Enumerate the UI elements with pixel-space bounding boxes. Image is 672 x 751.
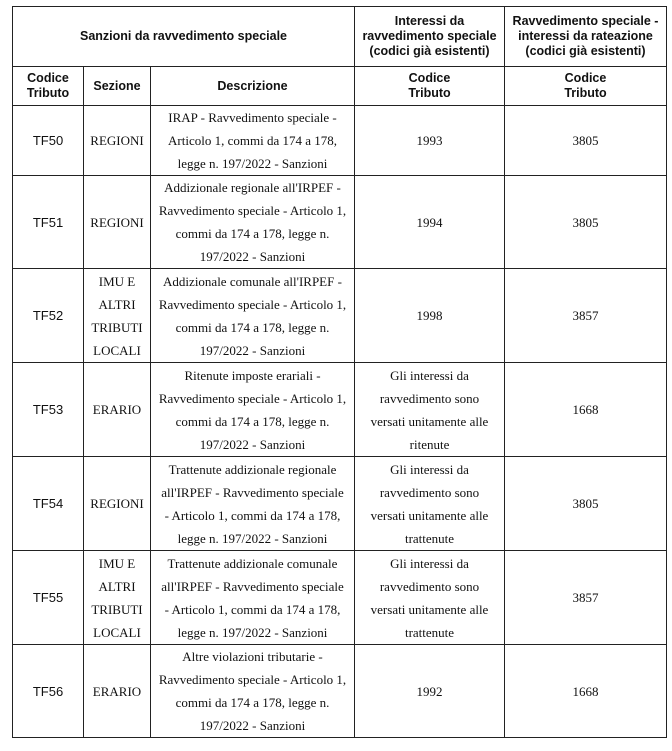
codice-tributo-cell: TF50 <box>13 106 84 176</box>
interessi-cell: 1994 <box>355 176 505 269</box>
descrizione-cell: Trattenute addizionale regionale all'IRPEF - Ravvedimento speciale - Articolo 1, commi da 174 a 178, legge n. 197/2022 - Sanzioni <box>151 457 355 551</box>
header-codice-tributo: Codice Tributo <box>13 67 84 106</box>
codice-tributo-cell: TF56 <box>13 645 84 738</box>
header-interessi: Interessi da ravvedimento speciale (codici già esistenti) <box>355 7 505 67</box>
table-row <box>13 176 667 269</box>
rateazione-cell: 3805 <box>505 176 667 269</box>
descrizione-cell: IRAP - Ravvedimento speciale - Articolo 1, commi da 174 a 178, legge n. 197/2022 - Sanzioni <box>151 106 355 176</box>
descrizione-cell: Trattenute addizionale comunale all'IRPEF - Ravvedimento speciale - Articolo 1, commi da 174 a 178, legge n. 197/2022 - Sanzioni <box>151 551 355 645</box>
rateazione-cell: 1668 <box>505 645 667 738</box>
rateazione-cell: 3805 <box>505 457 667 551</box>
descrizione-cell: Altre violazioni tributarie - Ravvedimento speciale - Articolo 1, commi da 174 a 178, legge n. 197/2022 - Sanzioni <box>151 645 355 738</box>
header-rateazione-codice: Codice Tributo <box>505 67 667 106</box>
sezione-cell: REGIONI <box>84 106 151 176</box>
codice-tributo-cell: TF53 <box>13 363 84 457</box>
interessi-cell: 1992 <box>355 645 505 738</box>
rateazione-cell: 3857 <box>505 269 667 363</box>
table-row <box>13 269 667 363</box>
header-group-row <box>13 7 667 67</box>
sezione-cell: REGIONI <box>84 176 151 269</box>
codice-tributo-cell: TF55 <box>13 551 84 645</box>
rateazione-cell: 3805 <box>505 106 667 176</box>
sezione-cell: IMU E ALTRI TRIBUTI LOCALI <box>84 551 151 645</box>
header-column-row <box>13 67 667 106</box>
interessi-cell: Gli interessi da ravvedimento sono versati unitamente alle ritenute <box>355 363 505 457</box>
tax-codes-table <box>12 6 667 738</box>
descrizione-cell: Addizionale comunale all'IRPEF - Ravvedimento speciale - Articolo 1, commi da 174 a 178, legge n. 197/2022 - Sanzioni <box>151 269 355 363</box>
header-sezione: Sezione <box>84 67 151 106</box>
descrizione-cell: Addizionale regionale all'IRPEF - Ravvedimento speciale - Articolo 1, commi da 174 a 178, legge n. 197/2022 - Sanzioni <box>151 176 355 269</box>
interessi-cell: 1993 <box>355 106 505 176</box>
sezione-cell: REGIONI <box>84 457 151 551</box>
table-row <box>13 363 667 457</box>
descrizione-cell: Ritenute imposte erariali - Ravvedimento speciale - Articolo 1, commi da 174 a 178, legge n. 197/2022 - Sanzioni <box>151 363 355 457</box>
table-row <box>13 106 667 176</box>
header-sanzioni: Sanzioni da ravvedimento speciale <box>13 7 355 67</box>
table-row <box>13 645 667 738</box>
header-rateazione: Ravvedimento speciale - interessi da rateazione (codici già esistenti) <box>505 7 667 67</box>
table-row <box>13 457 667 551</box>
sezione-cell: IMU E ALTRI TRIBUTI LOCALI <box>84 269 151 363</box>
rateazione-cell: 1668 <box>505 363 667 457</box>
codice-tributo-cell: TF52 <box>13 269 84 363</box>
interessi-cell: 1998 <box>355 269 505 363</box>
interessi-cell: Gli interessi da ravvedimento sono versati unitamente alle trattenute <box>355 457 505 551</box>
sezione-cell: ERARIO <box>84 645 151 738</box>
codice-tributo-cell: TF51 <box>13 176 84 269</box>
header-descrizione: Descrizione <box>151 67 355 106</box>
codice-tributo-cell: TF54 <box>13 457 84 551</box>
interessi-cell: Gli interessi da ravvedimento sono versati unitamente alle trattenute <box>355 551 505 645</box>
table-row <box>13 551 667 645</box>
rateazione-cell: 3857 <box>505 551 667 645</box>
sezione-cell: ERARIO <box>84 363 151 457</box>
header-interessi-codice: Codice Tributo <box>355 67 505 106</box>
